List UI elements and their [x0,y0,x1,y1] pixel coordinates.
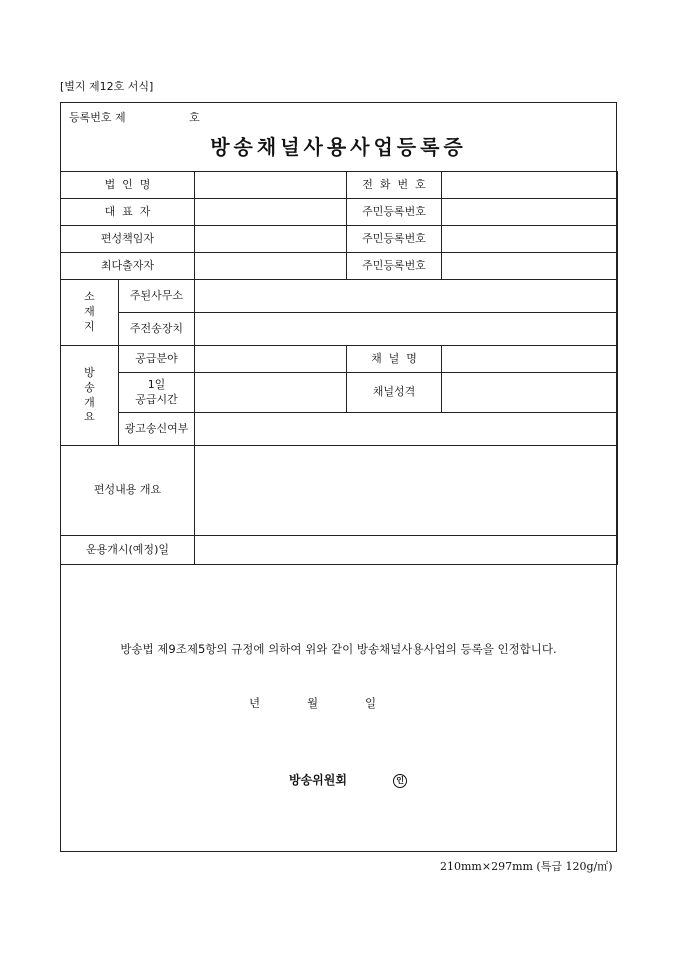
program-summary-value[interactable] [195,446,618,536]
table-row [61,346,618,373]
date-day: 일 [365,696,377,710]
table-row [61,413,618,446]
registration-number-suffix: 호 [189,111,200,124]
table-row [61,172,618,199]
form-number-label: [별지 제12호 서식] [60,80,154,93]
table-row [61,536,618,565]
table-row [61,313,618,346]
registration-number-line [69,109,200,125]
table-row [61,253,618,280]
ad-transmission-label: 광고송신여부 [119,413,195,446]
facility-value[interactable] [195,313,618,346]
supply-field-label: 공급분야 [119,346,195,373]
issue-date [249,695,423,711]
registration-number-label: 등록번호 제 [69,111,126,124]
signer-name: 방송위원회 [289,773,347,787]
date-year: 년 [249,696,261,710]
rrn-label: 주민등록번호 [347,226,442,253]
location-group-label: 소 재 지 [61,280,119,346]
representative-label: 대 표 자 [61,199,195,226]
editor-value[interactable] [195,226,347,253]
rrn-value[interactable] [442,226,618,253]
office-label: 주된사무소 [119,280,195,313]
editor-label: 편성책임자 [61,226,195,253]
seal-icon: 인 [393,774,407,788]
table-row [61,446,618,536]
table-row [61,373,618,413]
shareholder-value[interactable] [195,253,347,280]
facility-label: 주전송장치 [119,313,195,346]
table-row [61,226,618,253]
certificate-sheet [60,102,617,852]
phone-value[interactable] [442,172,618,199]
table-row [61,199,618,226]
program-summary-label: 편성내용 개요 [61,446,195,536]
representative-value[interactable] [195,199,347,226]
channel-name-label: 채 널 명 [347,346,442,373]
office-value[interactable] [195,280,618,313]
channel-character-label: 채널성격 [347,373,442,413]
corp-name-value[interactable] [195,172,347,199]
channel-character-value[interactable] [442,373,618,413]
rrn-label: 주민등록번호 [347,199,442,226]
corp-name-label: 법 인 명 [61,172,195,199]
certification-statement: 방송법 제9조제5항의 규정에 의하여 위와 같이 방송채널사용사업의 등록을 인정합니다. [120,642,557,656]
daily-time-value[interactable] [195,373,347,413]
date-month: 월 [307,696,319,710]
ad-transmission-value[interactable] [195,413,618,446]
start-date-value[interactable] [195,536,618,565]
paper-spec: 210mm×297mm (특급 120g/㎡) [440,860,613,873]
rrn-value[interactable] [442,199,618,226]
signer [289,771,407,788]
channel-name-value[interactable] [442,346,618,373]
supply-field-value[interactable] [195,346,347,373]
phone-label: 전 화 번 호 [347,172,442,199]
daily-time-label: 1일 공급시간 [119,373,195,413]
shareholder-label: 최다출자자 [61,253,195,280]
rrn-value[interactable] [442,253,618,280]
registration-table [60,171,618,565]
page-title: 방송채널사용사업등록증 [210,135,467,159]
table-row [61,280,618,313]
start-date-label: 운용개시(예정)일 [61,536,195,565]
rrn-label: 주민등록번호 [347,253,442,280]
broadcast-group-label: 방 송 개 요 [61,346,119,446]
